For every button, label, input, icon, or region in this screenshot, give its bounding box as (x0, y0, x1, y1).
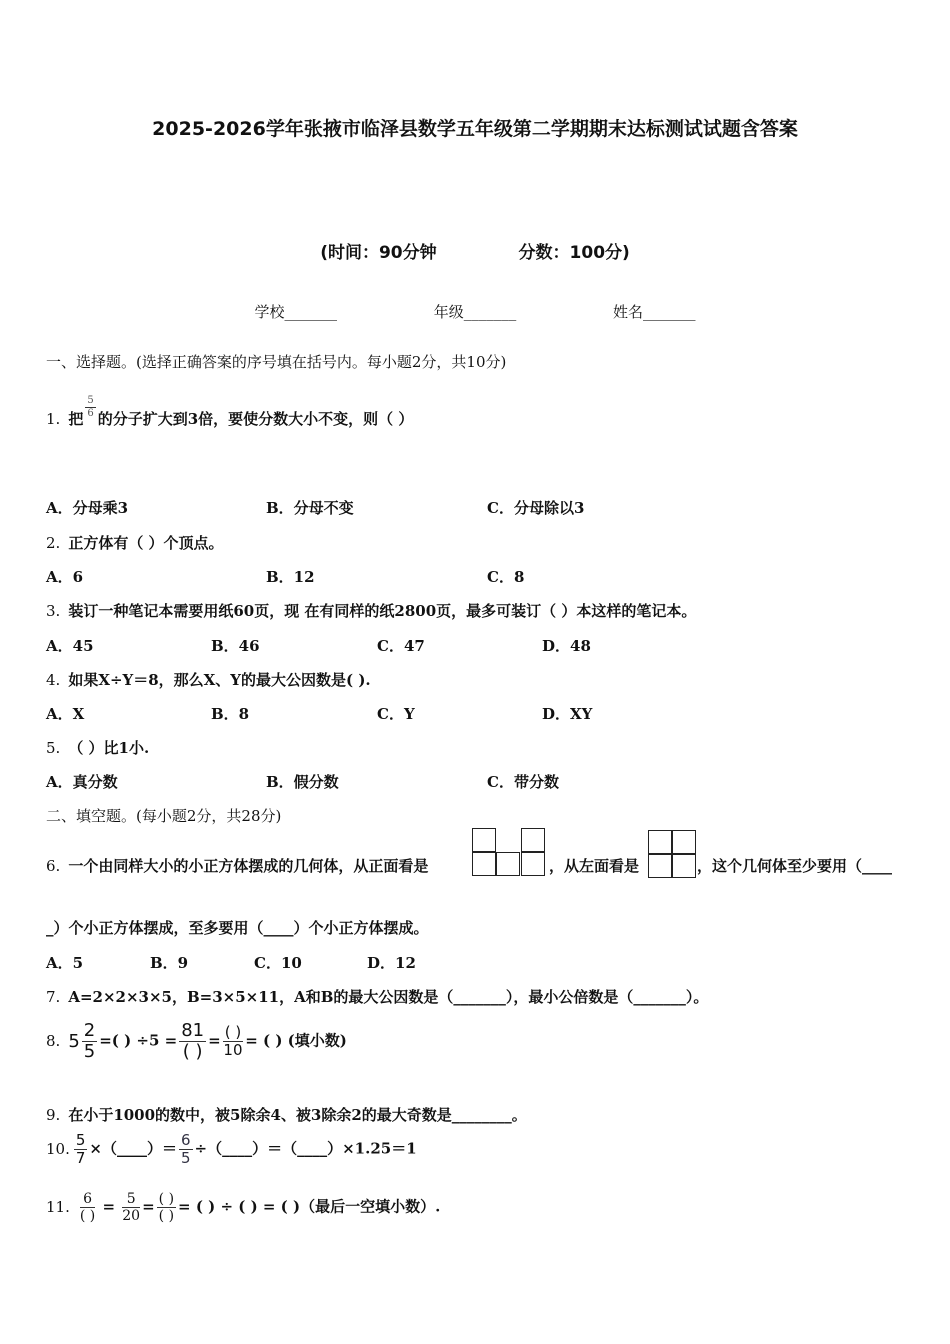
front-view-figure (472, 828, 546, 877)
school-field[interactable]: 学校_______ (254, 303, 337, 321)
fraction: $\frac{5}{20}$ (122, 1191, 141, 1224)
option-d[interactable]: D．XY (542, 705, 593, 723)
exam-info (0, 238, 950, 263)
section-heading-1: 一、选择题。(选择正确答案的序号填在括号内。每小题2分，共10分) (46, 353, 507, 371)
question-7: 7. A=2×2×3×5，B=3×5×11，A和B的最大公因数是（_______），最小公倍数是（_______）。 (46, 988, 709, 1006)
option-c[interactable]: C．47 (377, 637, 425, 655)
question-3: 3. 装订一种笔记本需要用纸60页，现 在有同样的纸2800页，最多可装订（ ）本这样的笔记本。 (46, 602, 697, 620)
option-c[interactable]: C．Y (377, 705, 415, 723)
question-9: 9. 在小于1000的数中，被5除余4、被3除余2的最大奇数是________。 (46, 1106, 527, 1124)
question-6-line-2: _）个小正方体摆成，至多要用（____）个小正方体摆成。 (46, 919, 429, 937)
section-heading-2: 二、填空题。(每小题2分，共28分) (46, 807, 282, 825)
question-6: 6. 一个由同样大小的小正方体摆成的几何体，从正面看是 (46, 857, 429, 875)
option-a[interactable]: A．45 (46, 637, 94, 655)
option-c[interactable]: C．10 (254, 954, 302, 972)
question-4: 4. 如果X÷Y＝8，那么X、Y的最大公因数是( ). (46, 671, 371, 689)
question-5: 5. （ ）比1小. (46, 739, 150, 757)
option-b[interactable]: B．12 (266, 568, 315, 586)
name-field[interactable]: 姓名_______ (613, 303, 696, 321)
option-b[interactable]: B．9 (150, 954, 189, 972)
option-a[interactable]: A．6 (46, 568, 84, 586)
student-fields (0, 301, 950, 322)
question-1: 1. 把 $\frac{5}{6}$ 的分子扩大到3倍，要使分数大小不变，则（ ） (46, 395, 414, 428)
fraction: $\frac{2}{5}$ (83, 1020, 96, 1062)
fraction: $\frac{5}{6}$ (87, 395, 94, 419)
question-8: 8. 5 $\frac{2}{5}$ =( ) ÷5 = $\frac{81}{( )}$ = $\frac{( )}{10}$ = ( ) (填小数) (46, 1020, 347, 1062)
option-c[interactable]: C．带分数 (487, 773, 559, 791)
option-d[interactable]: D．48 (542, 637, 591, 655)
question-10: 10. $\frac{5}{7}$ ×（____）＝ $\frac{6}{5}$ ÷（____）＝（____）×1.25＝1 (46, 1131, 417, 1167)
fraction: $\frac{81}{( )}$ (181, 1020, 205, 1062)
grade-field[interactable]: 年级_______ (433, 303, 517, 321)
option-b[interactable]: B．假分数 (266, 773, 339, 791)
fraction: $\frac{6}{( )}$ (79, 1191, 96, 1224)
question-number: 1. (46, 410, 61, 428)
option-b[interactable]: B．8 (211, 705, 250, 723)
question-6-blank: ，这个几何体至少要用（____ (697, 857, 893, 875)
option-a[interactable]: A．5 (46, 954, 84, 972)
option-a[interactable]: A．真分数 (46, 773, 118, 791)
option-c[interactable]: C．分母除以3 (487, 499, 585, 517)
option-a[interactable]: A．分母乘3 (46, 499, 129, 517)
fraction: $\frac{( )}{10}$ (223, 1023, 243, 1059)
time-info: (时间：90分钟 (320, 243, 437, 263)
option-d[interactable]: D．12 (367, 954, 416, 972)
option-a[interactable]: A．X (46, 705, 85, 723)
option-b[interactable]: B．46 (211, 637, 260, 655)
question-11: 11. $\frac{6}{( )}$ = $\frac{5}{20}$ = $\frac{( )}{( )}$ = ( ) ÷ ( ) = ( )（最后一空填小数）. (46, 1191, 441, 1224)
question-6-continued: ，从左面看是 (549, 857, 640, 875)
fraction: $\frac{( )}{( )}$ (158, 1191, 175, 1224)
score-info: 分数：100分) (518, 243, 630, 263)
left-view-figure (648, 830, 696, 878)
option-c[interactable]: C．8 (487, 568, 525, 586)
fraction: $\frac{5}{7}$ (75, 1131, 86, 1167)
page-title: 2025-2026学年张掖市临泽县数学五年级第二学期期末达标测试试题含答案 (152, 118, 798, 140)
option-b[interactable]: B．分母不变 (266, 499, 354, 517)
question-2: 2. 正方体有（ ）个顶点。 (46, 534, 224, 552)
fraction: $\frac{6}{5}$ (180, 1131, 191, 1167)
